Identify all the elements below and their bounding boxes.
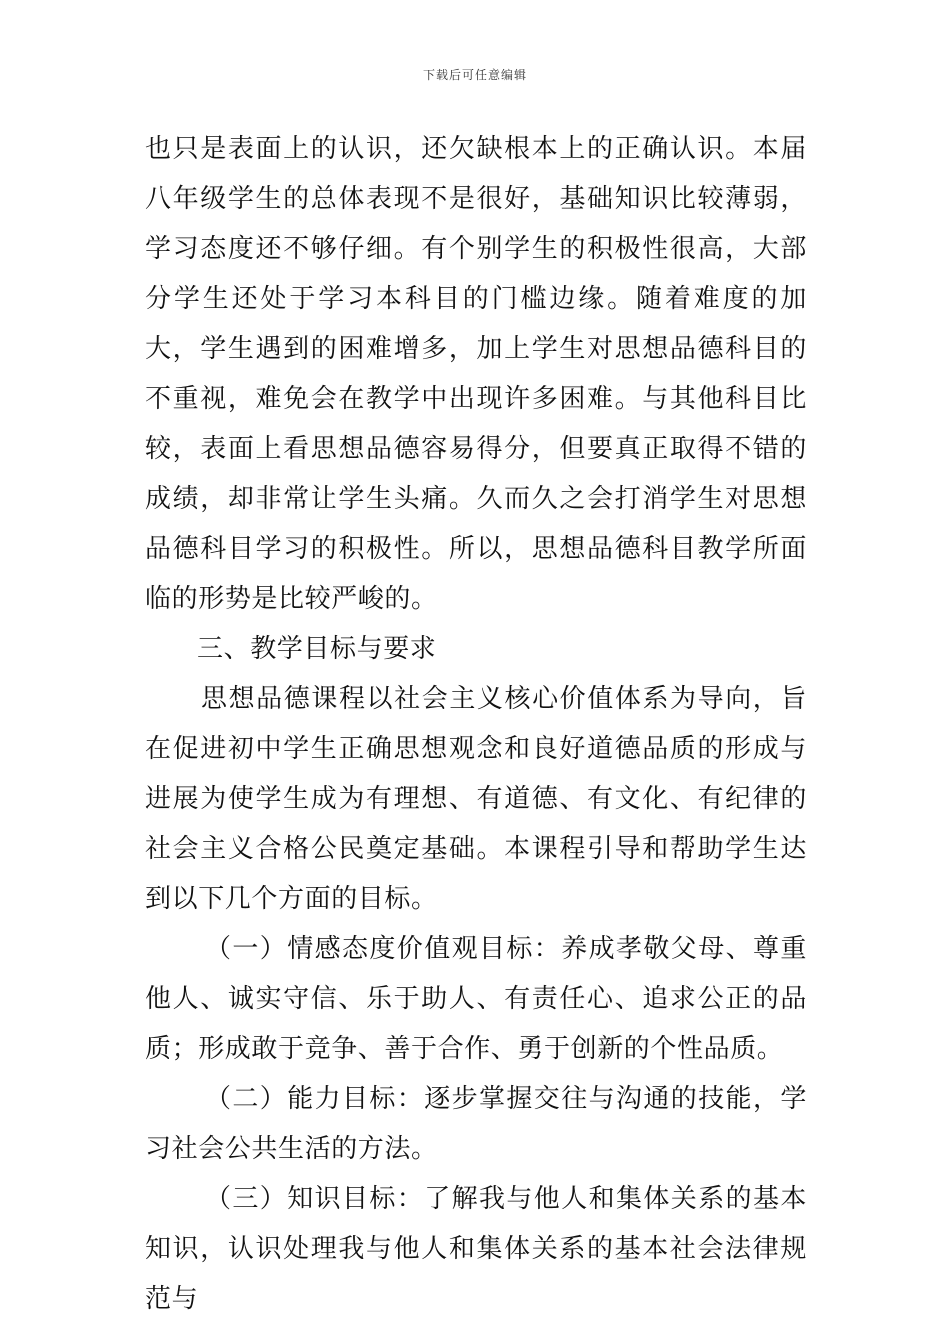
page-header: 下载后可任意编辑 (422, 68, 527, 82)
paragraph-goal-attitude: （一）情感态度价值观目标：养成孝敬父母、尊重他人、诚实守信、乐于助人、有责任心、追求公正的品质；形成敢于竞争、善于合作、勇于创新的个性品质。 (145, 934, 807, 1064)
paragraph-goal-knowledge: （三）知识目标：了解我与他人和集体关系的基本知识，认识处理我与他人和集体关系的基本社会法律规范与 (145, 1184, 807, 1314)
paragraph-continuation: 也只是表面上的认识，还欠缺根本上的正确认识。本届八年级学生的总体表现不是很好，基础知识比较薄弱，学习态度还不够仔细。有个别学生的积极性很高，大部分学生还处于学习本科目的门槛边缘。随着难度的加大，学生遇到的困难增多，加上学生对思想品德科目的不重视，难免会在教学中出现许多困难。与其他科目比较，表面上看思想品德容易得分，但要真正取得不错的成绩，却非常让学生头痛。久而久之会打消学生对思想品德科目学习的积极性。所以，思想品德科目教学所面临的形势是比较严峻的。 (145, 134, 807, 614)
document-body (145, 124, 807, 1324)
paragraph-course-goal: 思想品德课程以社会主义核心价值体系为导向，旨在促进初中学生正确思想观念和良好道德品质的形成与进展为使学生成为有理想、有道德、有文化、有纪律的社会主义合格公民奠定基础。本课程引导和帮助学生达到以下几个方面的目标。 (145, 684, 807, 914)
paragraph-goal-ability: （二）能力目标：逐步掌握交往与沟通的技能，学习社会公共生活的方法。 (145, 1084, 807, 1164)
section-heading: 三、教学目标与要求 (197, 634, 437, 664)
